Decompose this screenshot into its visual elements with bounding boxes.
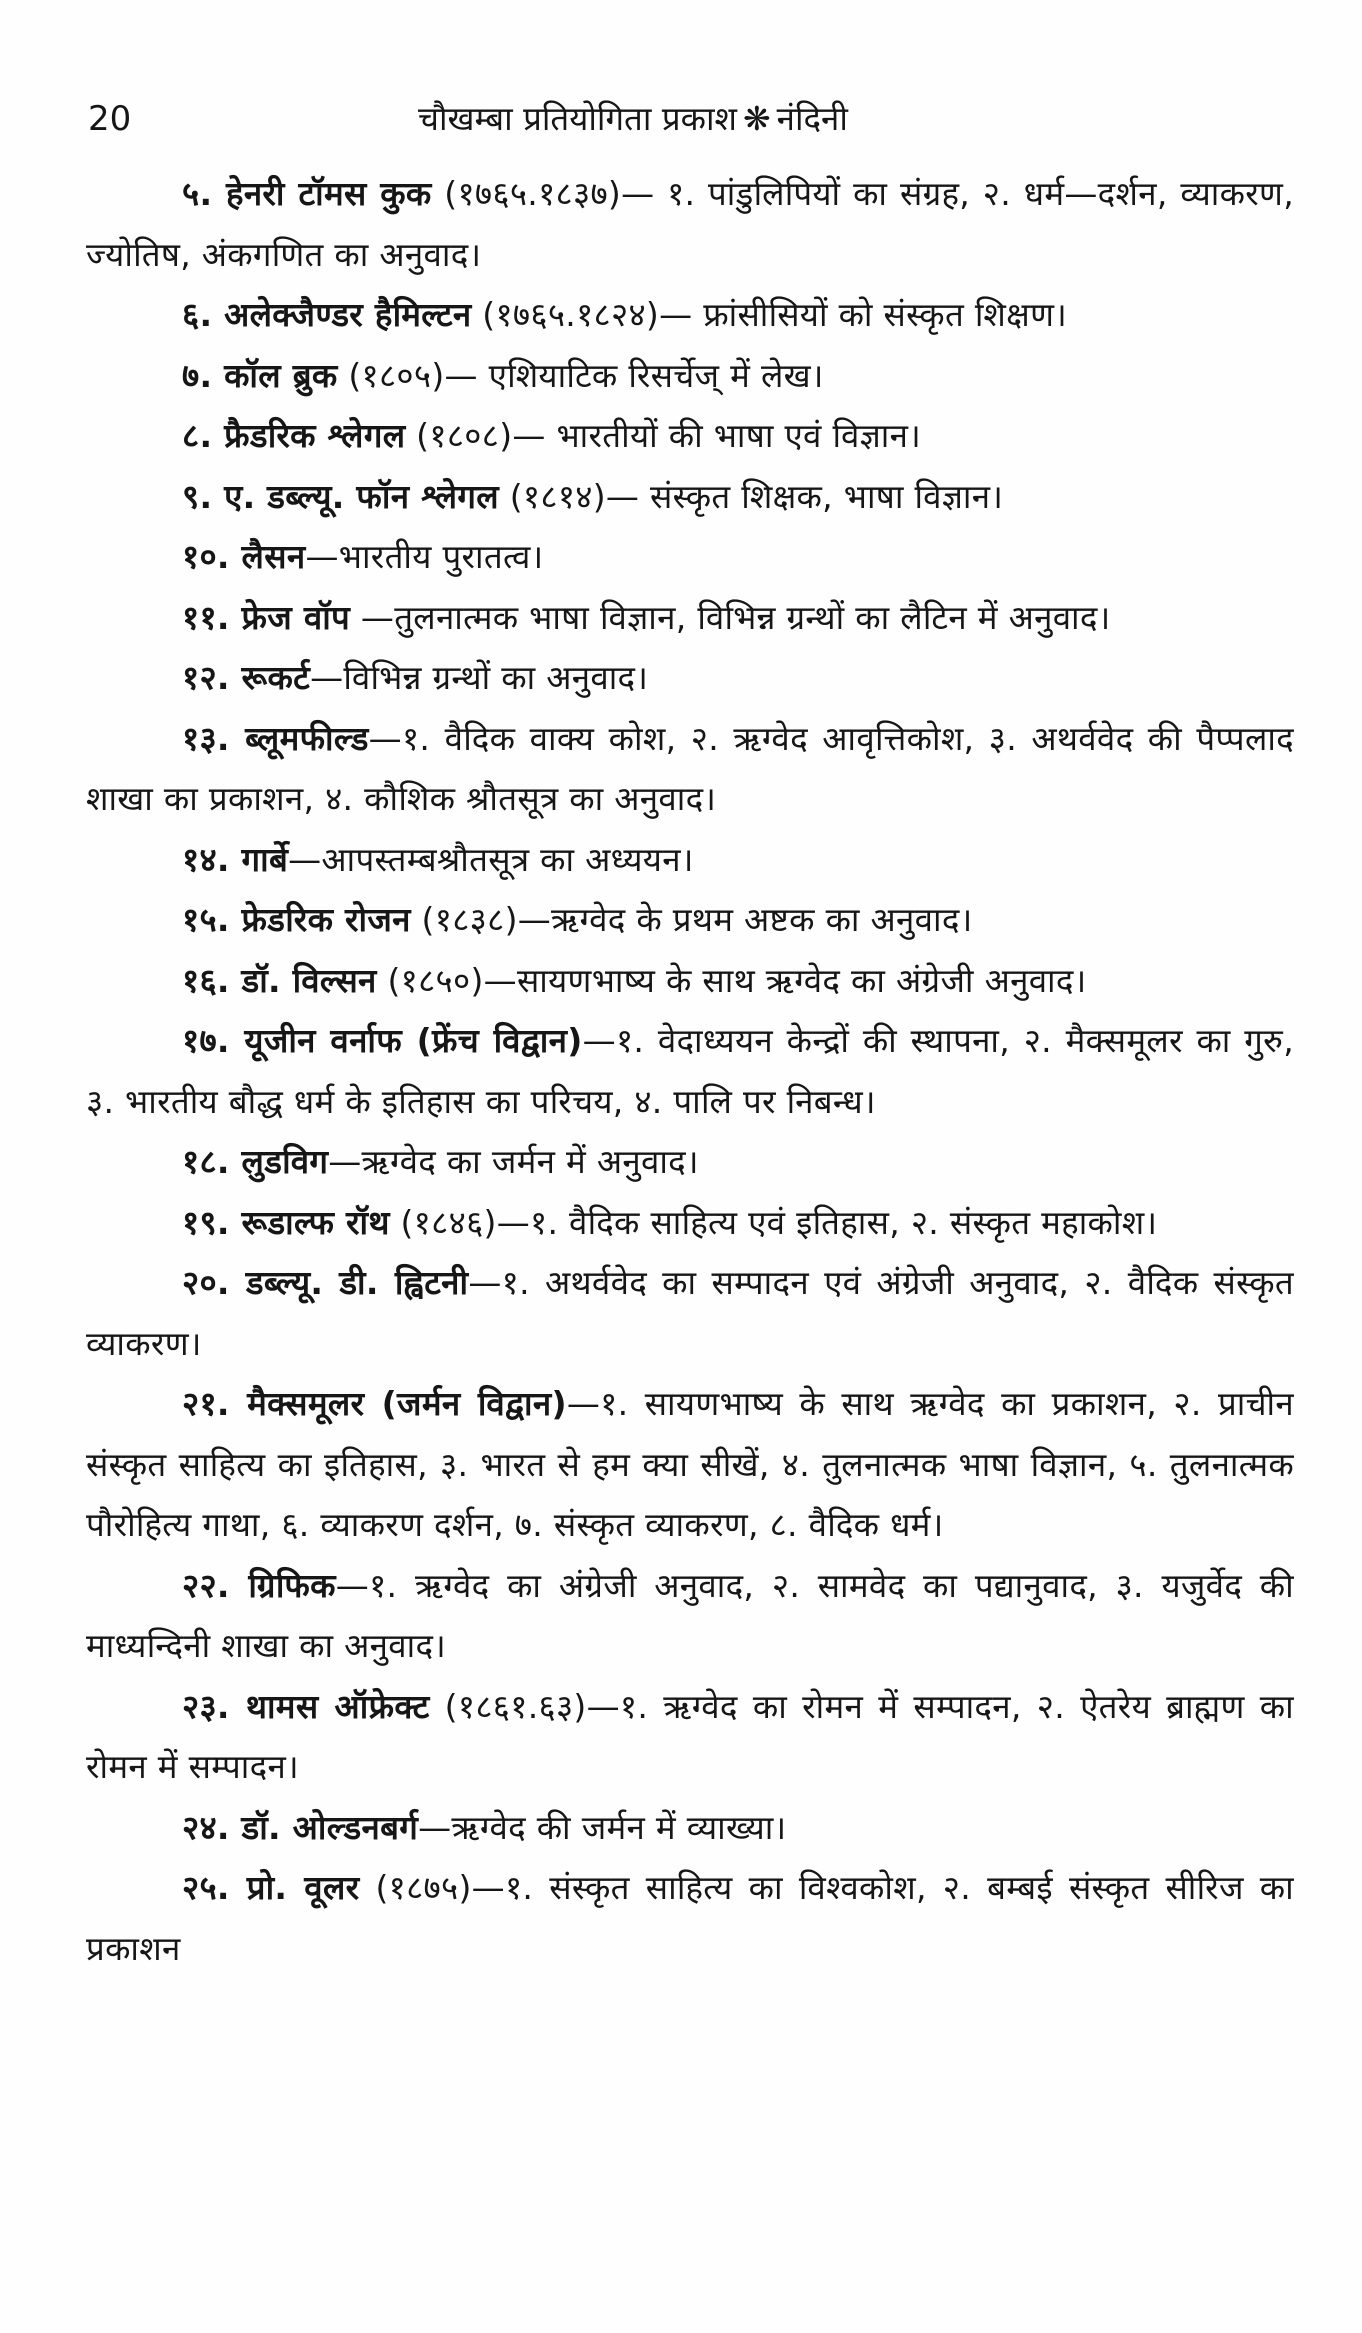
separator-ornament: ❋ — [743, 99, 771, 138]
entry-name: २०. डब्ल्यू. डी. ह्विटनी — [182, 1263, 469, 1302]
entry-name: १९. रूडाल्फ रॉथ — [182, 1202, 390, 1242]
entry-text: —१. सायणभाष्य के साथ ऋग्वेद का प्रकाशन, २. प्राचीन संस्कृत साहित्य का इतिहास, ३. भारत से हम क्या सीखें, ४. तुलनात्मक भाषा विज्ञान, ५. तुलनात्मक पौरोहित्य गाथा, ६. व्याकरण दर्शन, ७. संस्कृत व्याकरण, ८. वैदिक धर्म। — [86, 1384, 1294, 1544]
entry-name: १३. ब्लूमफील्ड — [182, 718, 369, 758]
entry-8 — [86, 406, 1294, 467]
entry-list — [86, 164, 1294, 2304]
entry-14 — [86, 830, 1294, 891]
entry-text: —विभिन्न ग्रन्थों का अनुवाद। — [310, 658, 649, 697]
entry-22 — [86, 1556, 1294, 1677]
entry-21 — [86, 1374, 1294, 1556]
entry-name: २४. डॉ. ओल्डनबर्ग — [182, 1807, 419, 1847]
entry-name: १७. यूजीन वर्नाफ (फ्रेंच विद्वान) — [182, 1021, 583, 1060]
entry-text: —आपस्तम्बश्रौतसूत्र का अध्ययन। — [288, 839, 694, 879]
entry-17 — [86, 1011, 1294, 1132]
entry-5 — [86, 164, 1294, 285]
entry-text: (१८३८)—ऋग्वेद के प्रथम अष्टक का अनुवाद। — [410, 900, 973, 939]
page-header — [88, 94, 1288, 150]
entry-19 — [86, 1193, 1294, 1254]
entry-text: (१८०५)— एशियाटिक रिसर्चेज् में लेख। — [337, 355, 824, 395]
entry-text: (१८६१.६३)—१. ऋग्वेद का रोमन में सम्पादन, २. ऐतरेय ब्राह्मण का रोमन में सम्पादन। — [86, 1686, 1294, 1786]
entry-name: २५. प्रो. वूलर — [182, 1868, 360, 1907]
entry-7 — [86, 346, 1294, 407]
entry-name: ११. फ्रेज वॉप — [182, 597, 351, 637]
entry-name: ७. कॉल ब्रुक — [182, 355, 338, 395]
entry-23 — [86, 1677, 1294, 1798]
entry-text: —तुलनात्मक भाषा विज्ञान, विभिन्न ग्रन्थों का लैटिन में अनुवाद। — [350, 597, 1111, 637]
entry-20 — [86, 1253, 1294, 1374]
entry-text: (१७६५.१८२४)— फ्रांसीसियों को संस्कृत शिक्षण। — [471, 295, 1068, 334]
entry-name: २३. थामस ऑफ्रेक्ट — [182, 1686, 430, 1726]
entry-25 — [86, 1858, 1294, 1979]
entry-13 — [86, 709, 1294, 830]
entry-text: (१८७५)—१. संस्कृत साहित्य का विश्वकोश, २. बम्बई संस्कृत सीरिज का प्रकाशन — [86, 1868, 1294, 1968]
entry-name: १४. गार्बे — [182, 839, 289, 879]
entry-text: —ऋग्वेद की जर्मन में व्याख्या। — [418, 1807, 787, 1847]
entry-name: १२. रूकर्ट — [182, 658, 311, 697]
entry-text: (१८१४)— संस्कृत शिक्षक, भाषा विज्ञान। — [498, 476, 1004, 516]
entry-text: —१. ऋग्वेद का अंग्रेजी अनुवाद, २. सामवेद का पद्यानुवाद, ३. यजुर्वेद की माध्यन्दिनी शाखा का अनुवाद। — [86, 1565, 1294, 1665]
entry-16 — [86, 951, 1294, 1012]
running-title — [418, 94, 848, 144]
entry-text: (१७६५.१८३७)— १. पांडुलिपियों का संग्रह, २. धर्म—दर्शन, व्याकरण, ज्योतिष, अंकगणित का अनुवाद। — [86, 174, 1294, 274]
entry-text: —१. वेदाध्ययन केन्द्रों की स्थापना, २. मैक्समूलर का गुरु, ३. भारतीय बौद्ध धर्म के इतिहास का परिचय, ४. पालि पर निबन्ध। — [86, 1021, 1294, 1121]
entry-10 — [86, 527, 1294, 588]
entry-name: १०. लैसन — [182, 537, 306, 576]
entry-name: २२. ग्रिफिक — [182, 1565, 336, 1605]
entry-name: १५. फ्रेडरिक रोजन — [182, 900, 411, 939]
entry-text: —१. वैदिक वाक्य कोश, २. ऋग्वेद आवृत्तिकोश, ३. अथर्ववेद की पैप्पलाद शाखा का प्रकाशन, ४. कौशिक श्रौतसूत्र का अनुवाद। — [86, 718, 1294, 818]
entry-text: —ऋग्वेद का जर्मन में अनुवाद। — [328, 1142, 699, 1181]
entry-name: १८. लुडविग — [182, 1142, 329, 1181]
publication-name: चौखम्बा प्रतियोगिता प्रकाश — [418, 99, 738, 138]
entry-12 — [86, 648, 1294, 709]
entry-18 — [86, 1132, 1294, 1193]
entry-text: —१. अथर्ववेद का सम्पादन एवं अंग्रेजी अनुवाद, २. वैदिक संस्कृत व्याकरण। — [86, 1263, 1294, 1363]
entry-name: ५. हेनरी टॉमस कुक — [182, 174, 432, 213]
entry-name: ८. फ्रैडरिक श्लेगल — [182, 416, 406, 455]
entry-15 — [86, 890, 1294, 951]
entry-text: (१८४६)—१. वैदिक साहित्य एवं इतिहास, २. संस्कृत महाकोश। — [389, 1202, 1158, 1242]
entry-9 — [86, 467, 1294, 528]
entry-text: —भारतीय पुरातत्व। — [305, 537, 544, 576]
entry-text: (१८५०)—सायणभाष्य के साथ ऋग्वेद का अंग्रेजी अनुवाद। — [376, 960, 1087, 1000]
entry-11 — [86, 588, 1294, 649]
entry-name: २१. मैक्समूलर (जर्मन विद्वान) — [182, 1384, 567, 1423]
entry-name: १६. डॉ. विल्सन — [182, 960, 377, 1000]
series-name: नंदिनी — [776, 99, 848, 138]
entry-name: ९. ए. डब्ल्यू. फॉन श्लेगल — [182, 476, 499, 516]
entry-6 — [86, 285, 1294, 346]
entry-24 — [86, 1798, 1294, 1859]
entry-name: ६. अलेक्जैण्डर हैमिल्टन — [182, 295, 472, 334]
entry-text: (१८०८)— भारतीयों की भाषा एवं विज्ञान। — [405, 416, 922, 455]
page-number: 20 — [88, 99, 132, 139]
